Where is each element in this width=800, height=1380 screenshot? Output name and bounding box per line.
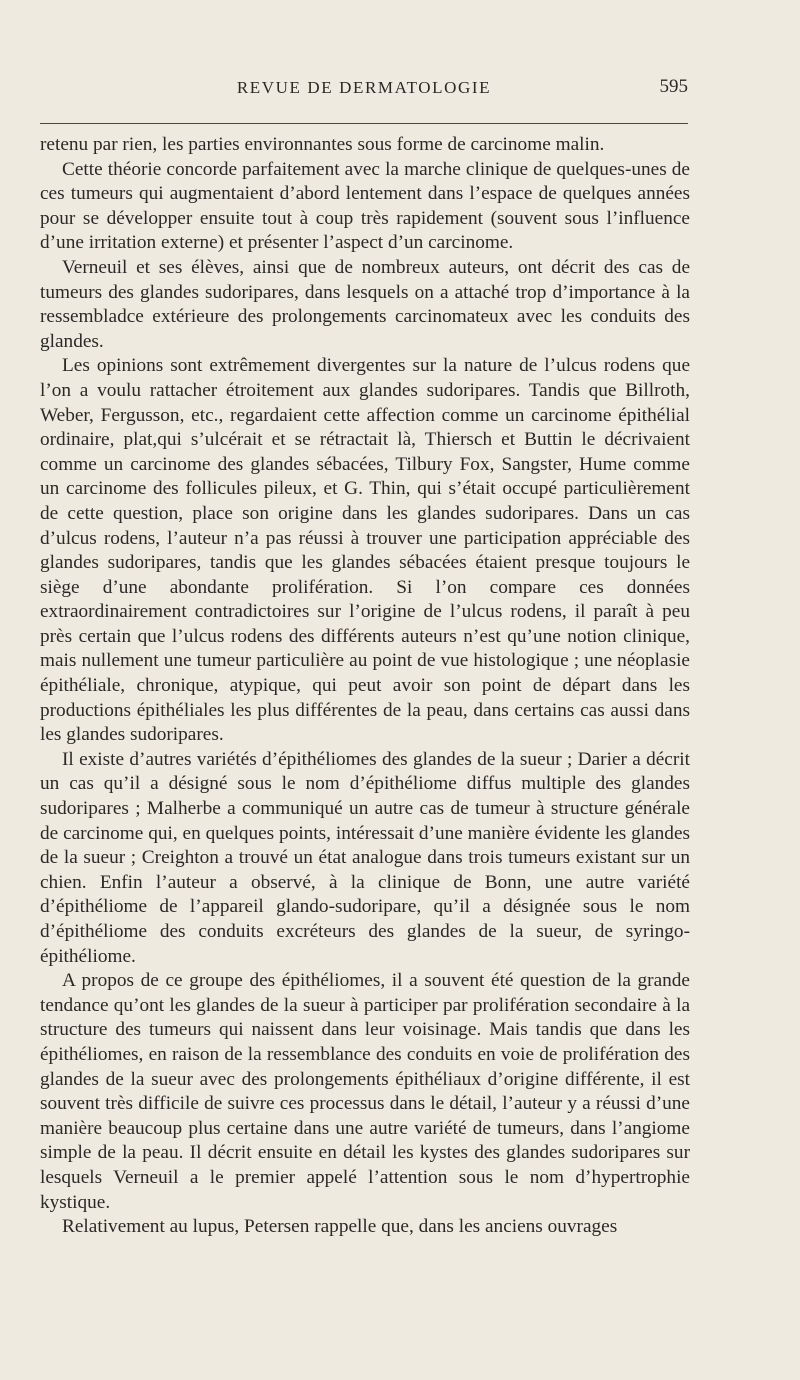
paragraph: Cette théorie concorde parfaitement avec la marche clinique de quelques-unes de ces tumeurs qui augmentaient d’abord lentement dans l’espace de quelques années pour se développer ensuite tout à coup très rapidement (souvent sous l’influence d’une irritation externe) et présenter l’aspect d’un carcinome.: [40, 158, 690, 254]
paragraph: Les opinions sont extrêmement divergentes sur la nature de l’ulcus rodens que l’on a voulu rattacher étroitement aux glandes sudoripares. Tandis que Billroth, Weber, Fergusson, etc., regardaient cette affection comme un carcinome épithélial ordinaire, plat,qui s’ulcérait et se rétractait là, Thiersch et Buttin le décrivaient comme un carcinome des glandes sébacées, Tilbury Fox, Sangster, Hume comme un carcinome des follicules pileux, et G. Thin, qui s’était occupé particulièrement de cette question, place son origine dans les glandes sudoripares. Dans un cas d’ulcus rodens, l’auteur n’a pas réussi à trouver une participation appréciable des glandes sudoripares, tandis que les glandes sébacées étaient presque toujours le siège d’une abondante prolifération. Si l’on compare ces données extraordinairement contradictoires sur l’origine de l’ulcus rodens, il paraît à peu près certain que l’ulcus rodens des différents auteurs n’est qu’une notion clinique, mais nullement une tumeur particulière au point de vue histologique ; une néoplasie épithéliale, chronique, atypique, qui peut avoir son point de départ dans les productions épithéliales les plus différentes de la peau, dans certains cas aussi dans les glandes sudoripares.: [40, 355, 690, 746]
header-rule: [40, 123, 688, 124]
paragraph: retenu par rien, les parties environnantes sous forme de carcinome malin.: [40, 134, 605, 155]
body-text: [40, 133, 690, 1240]
paragraph: Il existe d’autres variétés d’épithéliomes des glandes de la sueur ; Darier a décrit un cas qu’il a désigné sous le nom d’épithéliome diffus multiple des glandes sudoripares ; Malherbe a communiqué un autre cas de tumeur à structure générale de carcinome qui, en quelques points, intéressait d’une manière évidente les glandes de la sueur ; Creighton a trouvé un état analogue dans trois tumeurs existant sur un chien. Enfin l’auteur a observé, à la clinique de Bonn, une autre variété d’épithéliome de l’appareil glando-sudoripare, qu’il a désignée sous le nom d’épithéliome des conduits excréteurs des glandes de la sueur, de syringo-épithéliome.: [40, 748, 690, 967]
paragraph: Verneuil et ses élèves, ainsi que de nombreux auteurs, ont décrit des cas de tumeurs des glandes sudoripares, dans lesquels on a attaché trop d’importance à la ressembladce extérieure des prolongements carcinomateux avec les conduits des glandes.: [40, 256, 690, 352]
paragraph: A propos de ce groupe des épithéliomes, il a souvent été question de la grande tendance qu’ont les glandes de la sueur à participer par prolifération secondaire à la structure des tumeurs qui naissent dans leur voisinage. Mais tandis que dans les épithéliomes, en raison de la ressemblance des conduits en voie de prolifération des glandes de la sueur avec des prolongements épithéliaux d’origine différente, il est souvent très difficile de suivre ces processus dans le détail, l’auteur y a réussi d’une manière beaucoup plus certaine dans une autre variété de tumeurs, dans l’angiome simple de la peau. Il décrit ensuite en détail les kystes des glandes sudoripares sur lesquels Verneuil a le premier appelé l’attention sous le nom d’hypertrophie kystique.: [40, 970, 690, 1213]
paragraph: Relativement au lupus, Petersen rappelle que, dans les anciens ouvrages: [62, 1216, 618, 1238]
page-header: [40, 74, 688, 104]
running-title: REVUE DE DERMATOLOGIE: [236, 78, 492, 97]
page-number: 595: [659, 76, 688, 97]
